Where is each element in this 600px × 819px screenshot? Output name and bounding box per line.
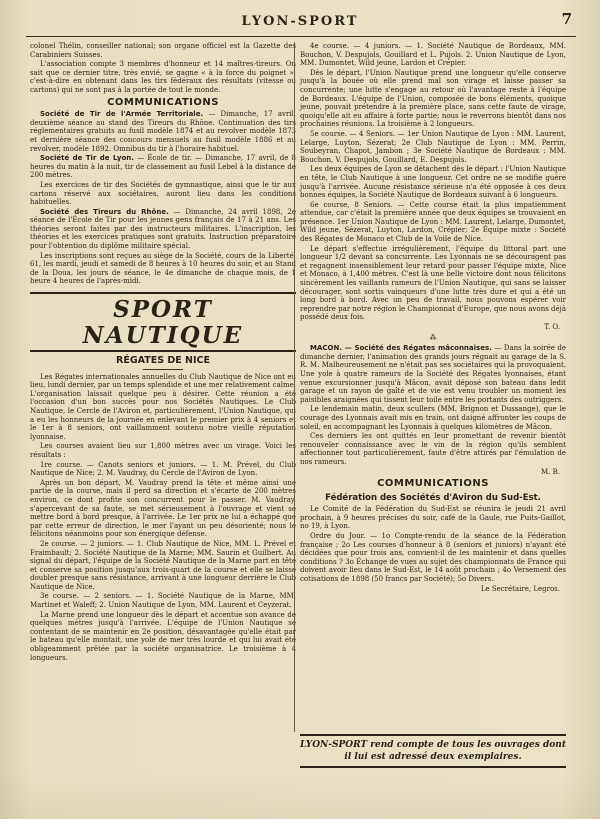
article-signature: Le Secrétaire, Legros. (480, 584, 560, 593)
communication-text: — École de tir. — Dimanche, 17 avril, de 8 heures du matin à la nuit, tir de classement au fusil Lebel à la distance de 200 mètres. (30, 154, 296, 180)
asterism-separator: ⁂ (429, 333, 437, 342)
article-paragraph: 5e course. — 4 Seniors. — 1er Union Nautique de Lyon : MM. Laurent, Lelarge, Luyton, Sézerat; 2e Club Nautique de Lyon : MM. Perrin, Soubeyran, Chapot, Jambon ; 3e Société Nautique de Bordeaux : MM. Bouchon, V. Despujols, Gouillard, E. Despujols. (300, 129, 566, 164)
macon-lead: MACON. — Société des Régates mâconnaises. (310, 344, 492, 353)
article-paragraph: Le lendemain matin, deux scullers (MM. Brignon et Dussange), que le courage des Lyonnais avait mis en train, ont daigné affronter les coups de soleil, en accompagnant les Lyonnais à quelques kilomètres de Mâcon. (300, 405, 566, 431)
communication-lead: Société de Tir de Lyon. (40, 154, 134, 163)
column-separator (294, 42, 295, 732)
right-column (300, 42, 566, 594)
article-signature: T. O. (544, 323, 560, 331)
communication-text: — Dimanche, 24 avril 1898, 2e séance de l'École de Tir pour les jeunes gens français de 17 à 21 ans. Les théories seront faites par des instructeurs militaires. L'inscription, les théories et les exercices pratiques sont gratuits. Instruction préparatoire pour l'obtention du diplôme militaire spécial. (30, 207, 296, 251)
article-paragraph: La Marne prend une longueur dès le départ et accentue son avance de quelques mètres jusqu'à l'arrivée. L'équipe de l'Union Nautique se contentant de se maintenir en 2e position, désavantagée qu'elle était par le bateau qu'elle montait, une yole de mer très lourde et qui lui avait été obligeamment prêtée par la société organisatrice. Le troisième à 4 longueurs. (30, 610, 296, 662)
communication-lead: Société des Tireurs du Rhône. (40, 207, 169, 216)
article-paragraph: Ces derniers les ont quittés en leur promettant de revenir bientôt renouveler connaissance avec le vin de la région qu'ils semblent affectionner tout particulièrement, faute d'être attirés par l'émulation de nos rameurs. (300, 432, 566, 466)
macon-paragraph (300, 344, 566, 404)
communication-item (30, 252, 296, 286)
article-signature: M. B. (541, 467, 560, 476)
communication-item (30, 110, 296, 153)
header-rule (26, 36, 576, 37)
article-paragraph: 4e course. — 4 juniors. — 1. Société Nautique de Bordeaux, MM. Bouchon, V. Despujols, Gouillard et L. Pujols. 2. Union Nautique de Lyon, MM. Dumontet, Wild jeune, Lardon et Crépier. (300, 42, 566, 68)
article-paragraph: Les Régates internationales annuelles du Club Nautique de Nice ont eu lieu, lundi dernier, par un temps splendide et une mer relativement calme. L'organisation laissait quelque peu à désirer. Cette réunion a été l'occasion d'un bon succès pour nos Sociétés Nautiques. Le Club Nautique, le Cercle de l'Aviron et, particulièrement, l'Union Nautique, qui a eu les honneurs de la journée en enlevant le premier prix à 4 seniors et le 1er à 8 seniors, ont vaillamment soutenu notre vieille réputation lyonnaise. (30, 372, 296, 441)
page-bottom-margin (0, 770, 600, 819)
divider (143, 369, 183, 370)
communication-text: Les inscriptions sont reçues au siège de la Société, cours de la Liberté, 61, les mardi, jeudi et samedi de 8 heures à 10 heures du soir, et au Stand de la Doua, les jours de séance, le 4e dimanche de chaque mois, de 1 heure 4 heures de l'après-midi. (30, 251, 296, 286)
article-paragraph: Après un bon départ, M. Vaudray prend la tête et même ainsi une partie de la course, mais il perd sa direction et s'écarte de 200 mètres environ, ce dont profite son concurrent pour le passer. M. Vaudray, s'apercevant de sa faute, se met sérieusement à l'ouvrage et vient se mettre bord à bord presque, à l'arrivée. Le 1er prix ne lui a échappé que par cette erreur de direction, le mer l'ayant un peu désorienté; nous le félicitons néanmoins pour son énergique défense. (30, 478, 296, 539)
macon-text: — Dans la soirée de dimanche dernier, l'animation des grands jours régnait au garage de la S. R. M. Malheureusement ne n'était pas ses sociétaires qui la provoquaient. Une yole à quatre rameurs de la Société des Régates lyonnaises, étant venue excursionner jusqu'à Mâcon, avait déposé son bateau dans ledit garage et un rayon de gaîté et de vie est venu troubler un moment les paisibles araignées qui tissent leur toile entre les portants des outriggers. (300, 344, 567, 404)
intro-paragraph: L'association compte 3 membres d'honneur et 14 maîtres-tireurs. On sait que ce dernier titre, très envié, se gagne « à la force du poignet », c'est-à-dire en obtenant dans les tirs fédéraux des résultats (vitesse ou cartons) qui ne sont pas à la portée de tout le monde. (30, 60, 296, 94)
section-banner (30, 292, 296, 352)
article-paragraph: 3e course. — 2 seniors. — 1. Société Nautique de la Marne, MM. Martinet et Waleff; 2. Union Nautique de Lyon, MM. Laurent et Ceyzerat. (30, 592, 296, 610)
article-paragraph: 1re course. — Canots seniors et juniors. — 1. M. Prével, du Club Nautique de Nice; 2. M. Vaudray, du Cercle de l'Aviron de Lyon. (30, 460, 296, 478)
article-paragraph: Dès le départ, l'Union Nautique prend une longueur qu'elle conserve jusqu'à la bouée où elle prend mal son virage et laisse passer sa concurrente; une lutte s'engage au retour où l'avantage reste à l'équipe de Bordeaux. L'équipe de l'Union, composée de bons éléments, quoique jeune, pouvait prétendre à la première place, sans cette faute de virage, quoiqu'elle ait eu affaire à forte partie; nous le reverrons bientôt dans nos prochaines réunions. La troisième à 2 longueurs. (300, 68, 566, 129)
communications-heading: COMMUNICATIONS (107, 96, 219, 108)
article-paragraph: 6e course, 8 Seniors. — Cette course était la plus impatiemment attendue, car c'était la première année que deux équipes se trouvaient en présence. 1er Union Nautique de Lyon : MM. Laurent, Lelarge, Dumontet, Wild jeune, Sézerat, Luyton, Lardon, Crépier; 2e Équipe mixte : Société des Régates de Monaco et Club de la Voile de Nice. (300, 200, 566, 244)
page-number: 7 (561, 10, 572, 28)
left-column (30, 42, 296, 663)
communication-item (30, 208, 296, 251)
article-paragraph: Les deux équipes de Lyon se détachent dès le départ : l'Union Nautique en tête, le Club Nautique à une longueur. Cet ordre ne se modifie guère jusqu'à l'arrivée. Aucune résistance sérieuse n'a été opposée à ces deux bonnes équipes, la Société Nautique de Bordeaux suivant à 6 longueurs. (300, 165, 566, 200)
article-paragraph: Ordre du Jour. — 1o Compte-rendu de la séance de la Fédération française ; 2o Les courses d'honneur à 8 (seniors et juniors) n'ayant été décidées que pour trois ans, convient-il de les maintenir et dans quelles conditions ? 3o Échange de vues au sujet des championnats de France qui doivent avoir lieu dans le Sud-Est, le 14 août prochain ; 4o Versement des cotisations de 1898 (50 francs par Société); 5o Divers. (300, 532, 566, 584)
intro-paragraph: colonel Thélin, conseiller national; son organe officiel est la Gazette des Carabiniers Suisses. (30, 42, 296, 59)
regates-heading: RÉGATES DE NICE (116, 355, 210, 367)
communication-item (30, 181, 296, 207)
federation-heading: Fédération des Sociétés d'Aviron du Sud-Est. (325, 492, 541, 503)
communication-text: — Dimanche, 17 avril, deuxième séance au stand des Tireurs du Rhône. Continuation des tirs réglementaires gratuits au fusil modèle 1874 et au revolver modèle 1873 et dernière séance des concours mensuels au fusil modèle 1886 et au revolver, modèle 1892. Omnibus du tir à l'horaire habituel. (30, 110, 296, 153)
communication-item (30, 154, 296, 180)
communications-heading: COMMUNICATIONS (377, 478, 489, 490)
running-title: LYON-SPORT (241, 14, 359, 29)
article-paragraph: Le départ s'effectue irrégulièrement, l'équipe du littoral part une longueur 1/2 devant sa concurrente. Les Lyonnais ne se découragent pas et regagnent insensiblement leur retard pour passer l'équipe mixte, Nice et Monaco, à 1,400 mètres. C'est là une belle victoire dont nous félicitons sincèrement les vaillants rameurs de l'Union Nautique, qui sans se laisser décourager, sont sortis vainqueurs d'une lutte très dure et qui a été un long bord à bord. Avec un peu de travail, nous pouvons espérer voir reprendre par notre région le Championnat d'Europe, que nous avons déjà possédé deux fois. (300, 244, 566, 322)
article-paragraph: Les courses avaient lieu sur 1,800 mètres avec un virage. Voici les résultats : (30, 442, 296, 459)
communication-text: Les exercices de tir des Sociétés de gymnastique, ainsi que le tir aux cartons réservé aux sociétaires, auront lieu dans les conditions habituelles. (30, 180, 296, 207)
article-paragraph: 2e course. — 2 juniors. — 1. Club Nautique de Nice, MM. L. Prével et Fraimbault; 2. Société Nautique de la Marne; MM. Saurin et Guilbert. Au signal du départ, l'équipe de la Société Nautique de la Marne part en tête et conserve sa position jusqu'aux trois-quart de la course et elle se laisse doubler presque sans résistance, arrivant à une longueur derrière le Club Nautique de Nice. (30, 539, 296, 591)
footer-note: LYON-SPORT rend compte de tous les ouvrages dont il lui est adressé deux exemplaires. (300, 734, 566, 768)
sport-nautique-title: SPORT NAUTIQUE (82, 296, 244, 350)
article-paragraph: Le Comité de la Fédération du Sud-Est se réunira le jeudi 21 avril prochain, à 9 heures précises du soir, café de la Gaule, rue Puits-Gaillot, no 19, à Lyon. (300, 505, 566, 531)
communication-lead: Société de Tir de l'Armée Territoriale. (40, 110, 204, 119)
